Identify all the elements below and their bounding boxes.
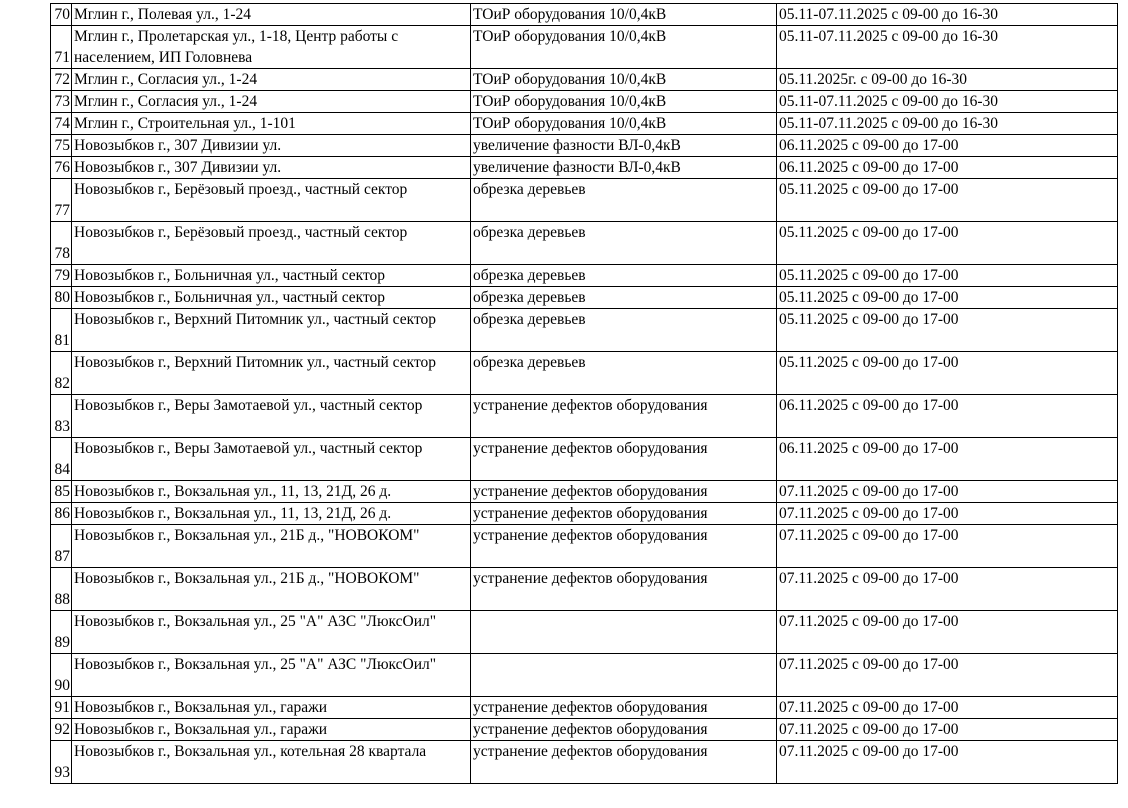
address-cell: Мглин г., Пролетарская ул., 1-18, Центр работы с населением, ИП Головнева — [72, 26, 471, 69]
row-number: 75 — [51, 135, 72, 157]
date-time-cell: 07.11.2025 с 09-00 до 17-00 — [777, 654, 1118, 697]
table-row — [51, 719, 1118, 741]
row-number: 84 — [51, 438, 72, 481]
row-number: 73 — [51, 91, 72, 113]
row-number: 87 — [51, 525, 72, 568]
outage-schedule-table — [50, 3, 1118, 784]
row-number: 79 — [51, 265, 72, 287]
row-number: 82 — [51, 352, 72, 395]
work-type-cell: ТОиР оборудования 10/0,4кВ — [471, 4, 777, 26]
date-time-cell: 07.11.2025 с 09-00 до 17-00 — [777, 481, 1118, 503]
date-time-cell: 07.11.2025 с 09-00 до 17-00 — [777, 719, 1118, 741]
date-time-cell: 07.11.2025 с 09-00 до 17-00 — [777, 525, 1118, 568]
row-number: 91 — [51, 697, 72, 719]
address-cell: Новозыбков г., Вокзальная ул., 21Б д., "НОВОКОМ" — [72, 525, 471, 568]
table-row — [51, 287, 1118, 309]
work-type-cell: обрезка деревьев — [471, 265, 777, 287]
work-type-cell: ТОиР оборудования 10/0,4кВ — [471, 69, 777, 91]
work-type-cell: ТОиР оборудования 10/0,4кВ — [471, 26, 777, 69]
date-time-cell: 07.11.2025 с 09-00 до 17-00 — [777, 503, 1118, 525]
table-row — [51, 697, 1118, 719]
row-number: 90 — [51, 654, 72, 697]
row-number: 89 — [51, 611, 72, 654]
work-type-cell: обрезка деревьев — [471, 222, 777, 265]
row-number: 92 — [51, 719, 72, 741]
row-number: 77 — [51, 179, 72, 222]
table-row — [51, 568, 1118, 611]
date-time-cell: 05.11-07.11.2025 с 09-00 до 16-30 — [777, 26, 1118, 69]
table-row — [51, 69, 1118, 91]
date-time-cell: 05.11.2025 с 09-00 до 17-00 — [777, 309, 1118, 352]
work-type-cell: увеличение фазности ВЛ-0,4кВ — [471, 135, 777, 157]
date-time-cell: 05.11.2025 с 09-00 до 17-00 — [777, 352, 1118, 395]
row-number: 81 — [51, 309, 72, 352]
row-number: 78 — [51, 222, 72, 265]
table-row — [51, 741, 1118, 784]
date-time-cell: 05.11.2025г. с 09-00 до 16-30 — [777, 69, 1118, 91]
table-row — [51, 179, 1118, 222]
date-time-cell: 05.11-07.11.2025 с 09-00 до 16-30 — [777, 91, 1118, 113]
address-cell: Новозыбков г., Берёзовый проезд., частный сектор — [72, 222, 471, 265]
row-number: 83 — [51, 395, 72, 438]
address-cell: Новозыбков г., 307 Дивизии ул. — [72, 157, 471, 179]
work-type-cell — [471, 654, 777, 697]
work-type-cell: увеличение фазности ВЛ-0,4кВ — [471, 157, 777, 179]
row-number: 80 — [51, 287, 72, 309]
address-cell: Новозыбков г., Вокзальная ул., котельная 28 квартала — [72, 741, 471, 784]
date-time-cell: 06.11.2025 с 09-00 до 17-00 — [777, 135, 1118, 157]
table-row — [51, 438, 1118, 481]
table-row — [51, 157, 1118, 179]
table-row — [51, 503, 1118, 525]
date-time-cell: 05.11.2025 с 09-00 до 17-00 — [777, 287, 1118, 309]
row-number: 85 — [51, 481, 72, 503]
address-cell: Новозыбков г., 307 Дивизии ул. — [72, 135, 471, 157]
date-time-cell: 07.11.2025 с 09-00 до 17-00 — [777, 697, 1118, 719]
address-cell: Новозыбков г., Вокзальная ул., гаражи — [72, 719, 471, 741]
work-type-cell: устранение дефектов оборудования — [471, 525, 777, 568]
address-cell: Новозыбков г., Больничная ул., частный сектор — [72, 265, 471, 287]
table-row — [51, 4, 1118, 26]
address-cell: Новозыбков г., Вокзальная ул., 11, 13, 21Д, 26 д. — [72, 503, 471, 525]
work-type-cell: устранение дефектов оборудования — [471, 719, 777, 741]
row-number: 70 — [51, 4, 72, 26]
table-row — [51, 135, 1118, 157]
work-type-cell — [471, 611, 777, 654]
row-number: 86 — [51, 503, 72, 525]
address-cell: Новозыбков г., Веры Замотаевой ул., частный сектор — [72, 395, 471, 438]
address-cell: Мглин г., Согласия ул., 1-24 — [72, 69, 471, 91]
table-row — [51, 525, 1118, 568]
address-cell: Мглин г., Согласия ул., 1-24 — [72, 91, 471, 113]
date-time-cell: 06.11.2025 с 09-00 до 17-00 — [777, 395, 1118, 438]
table-row — [51, 395, 1118, 438]
address-cell: Новозыбков г., Больничная ул., частный сектор — [72, 287, 471, 309]
table-row — [51, 222, 1118, 265]
work-type-cell: ТОиР оборудования 10/0,4кВ — [471, 91, 777, 113]
work-type-cell: обрезка деревьев — [471, 309, 777, 352]
address-cell: Новозыбков г., Вокзальная ул., гаражи — [72, 697, 471, 719]
work-type-cell: устранение дефектов оборудования — [471, 741, 777, 784]
date-time-cell: 06.11.2025 с 09-00 до 17-00 — [777, 438, 1118, 481]
date-time-cell: 07.11.2025 с 09-00 до 17-00 — [777, 741, 1118, 784]
date-time-cell: 07.11.2025 с 09-00 до 17-00 — [777, 568, 1118, 611]
date-time-cell: 06.11.2025 с 09-00 до 17-00 — [777, 157, 1118, 179]
address-cell: Новозыбков г., Вокзальная ул., 25 "А" АЗС "ЛюксОил" — [72, 654, 471, 697]
address-cell: Мглин г., Полевая ул., 1-24 — [72, 4, 471, 26]
row-number: 72 — [51, 69, 72, 91]
work-type-cell: устранение дефектов оборудования — [471, 503, 777, 525]
date-time-cell: 05.11.2025 с 09-00 до 17-00 — [777, 179, 1118, 222]
table-row — [51, 91, 1118, 113]
row-number: 74 — [51, 113, 72, 135]
table-row — [51, 113, 1118, 135]
table-row — [51, 265, 1118, 287]
address-cell: Новозыбков г., Вокзальная ул., 25 "А" АЗС "ЛюксОил" — [72, 611, 471, 654]
address-cell: Новозыбков г., Веры Замотаевой ул., частный сектор — [72, 438, 471, 481]
table-row — [51, 309, 1118, 352]
row-number: 93 — [51, 741, 72, 784]
work-type-cell: обрезка деревьев — [471, 352, 777, 395]
date-time-cell: 05.11.2025 с 09-00 до 17-00 — [777, 222, 1118, 265]
address-cell: Мглин г., Строительная ул., 1-101 — [72, 113, 471, 135]
work-type-cell: ТОиР оборудования 10/0,4кВ — [471, 113, 777, 135]
table-row — [51, 611, 1118, 654]
address-cell: Новозыбков г., Вокзальная ул., 21Б д., "НОВОКОМ" — [72, 568, 471, 611]
row-number: 88 — [51, 568, 72, 611]
work-type-cell: обрезка деревьев — [471, 287, 777, 309]
table-row — [51, 26, 1118, 69]
row-number: 71 — [51, 26, 72, 69]
date-time-cell: 07.11.2025 с 09-00 до 17-00 — [777, 611, 1118, 654]
address-cell: Новозыбков г., Вокзальная ул., 11, 13, 21Д, 26 д. — [72, 481, 471, 503]
row-number: 76 — [51, 157, 72, 179]
table-row — [51, 481, 1118, 503]
work-type-cell: устранение дефектов оборудования — [471, 697, 777, 719]
work-type-cell: устранение дефектов оборудования — [471, 568, 777, 611]
work-type-cell: устранение дефектов оборудования — [471, 481, 777, 503]
work-type-cell: обрезка деревьев — [471, 179, 777, 222]
table-row — [51, 654, 1118, 697]
date-time-cell: 05.11-07.11.2025 с 09-00 до 16-30 — [777, 113, 1118, 135]
work-type-cell: устранение дефектов оборудования — [471, 395, 777, 438]
date-time-cell: 05.11.2025 с 09-00 до 17-00 — [777, 265, 1118, 287]
date-time-cell: 05.11-07.11.2025 с 09-00 до 16-30 — [777, 4, 1118, 26]
address-cell: Новозыбков г., Верхний Питомник ул., частный сектор — [72, 309, 471, 352]
address-cell: Новозыбков г., Берёзовый проезд., частный сектор — [72, 179, 471, 222]
work-type-cell: устранение дефектов оборудования — [471, 438, 777, 481]
table-row — [51, 352, 1118, 395]
address-cell: Новозыбков г., Верхний Питомник ул., частный сектор — [72, 352, 471, 395]
